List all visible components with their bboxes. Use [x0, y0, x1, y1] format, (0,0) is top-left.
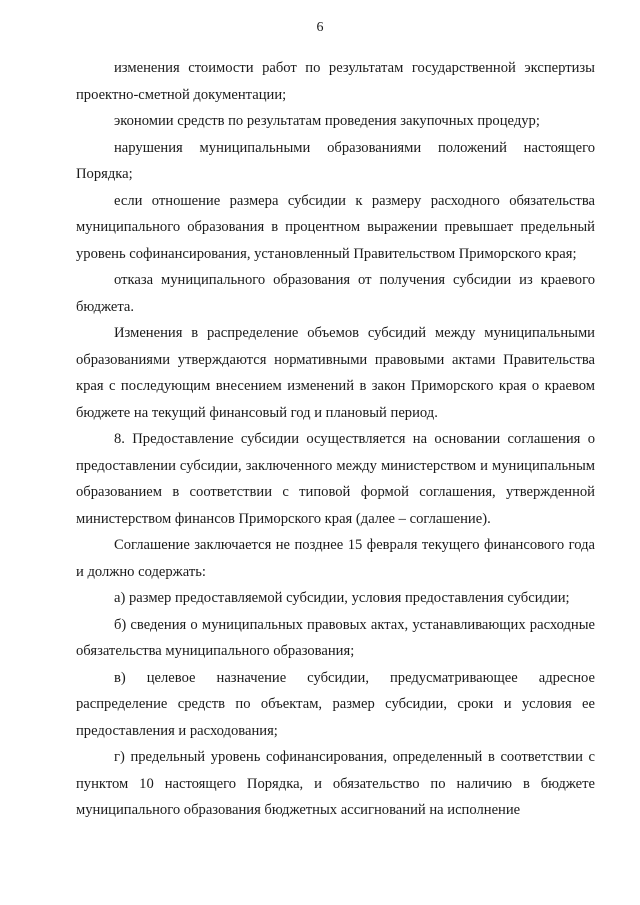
page-number: 6 [316, 20, 324, 35]
paragraph: 8. Предоставление субсидии осуществляется на основании соглашения о предоставлении субсидии, заключенного между министерством и муниципальным образованием в соответствии с типовой формой соглашения, утвержденной министерством финансов Приморского края (далее – соглашение). [76, 431, 595, 527]
paragraph: Соглашение заключается не позднее 15 февраля текущего финансового года и должно содержать: [76, 537, 595, 580]
paragraph: изменения стоимости работ по результатам государственной экспертизы проектно-сметной документации; [76, 60, 595, 103]
paragraph: б) сведения о муниципальных правовых актах, устанавливающих расходные обязательства муниципального образования; [76, 616, 595, 659]
paragraph: в) целевое назначение субсидии, предусматривающее адресное распределение средств по объектам, размер субсидии, сроки и условия ее предоставления и расходования; [76, 669, 595, 739]
paragraph: экономии средств по результатам проведения закупочных процедур; [114, 113, 540, 129]
paragraph: отказа муниципального образования от получения субсидии из краевого бюджета. [76, 272, 595, 315]
paragraph: Изменения в распределение объемов субсидий между муниципальными образованиями утверждаются нормативными правовыми актами Правительства края с последующим внесением изменений в закон Приморского края о краевом бюджете на текущий финансовый год и плановый период. [76, 325, 595, 421]
paragraph: г) предельный уровень софинансирования, определенный в соответствии с пунктом 10 настоящего Порядка, и обязательство по наличию в бюджете муниципального образования бюджетных ассигнований на исполнение [76, 749, 595, 818]
paragraph: нарушения муниципальными образованиями положений настоящего Порядка; [76, 139, 595, 182]
paragraph: а) размер предоставляемой субсидии, условия предоставления субсидии; [114, 590, 570, 606]
paragraph: если отношение размера субсидии к размеру расходного обязательства муниципального образования в процентном выражении превышает предельный уровень софинансирования, установленный Правительством Приморского края; [76, 192, 595, 262]
document-body [76, 55, 595, 824]
